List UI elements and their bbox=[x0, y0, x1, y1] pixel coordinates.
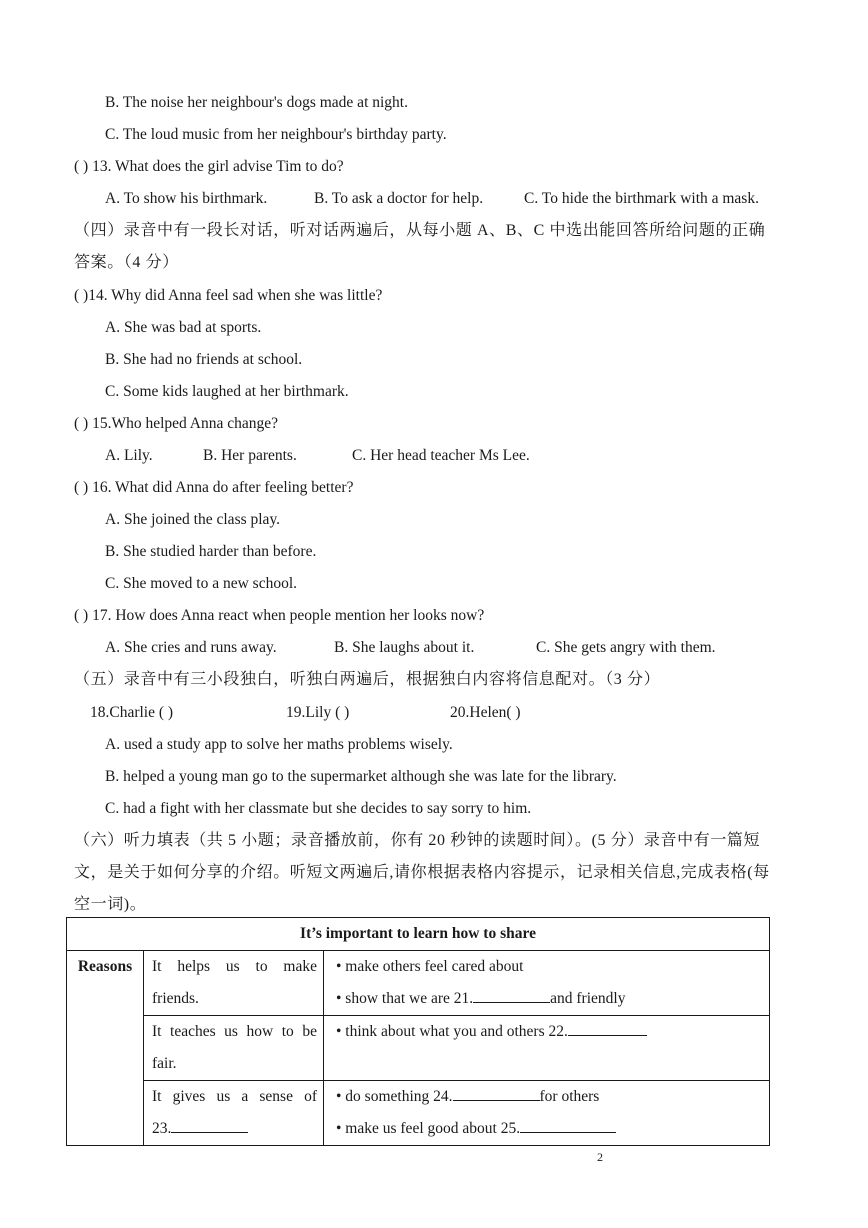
row1-detail2 bbox=[336, 983, 769, 1015]
q14-stem: ( )14. Why did Anna feel sad when she was little? bbox=[74, 287, 383, 304]
row3-detail2-pre: • make us feel good about 25. bbox=[336, 1120, 521, 1137]
row2-detail1 bbox=[336, 1016, 769, 1048]
blank-24[interactable] bbox=[453, 1085, 540, 1101]
section5-option-a: A. used a study app to solve her maths problems wisely. bbox=[105, 736, 453, 753]
row3-detail1 bbox=[336, 1081, 769, 1113]
row1-detail2-post: and friendly bbox=[550, 990, 626, 1007]
sharing-table bbox=[66, 917, 770, 1146]
q14-option-b: B. She had no friends at school. bbox=[105, 351, 303, 368]
row3-detail1-post: for others bbox=[539, 1088, 600, 1105]
reasons-label: Reasons bbox=[77, 958, 133, 975]
row2-reason-line1: It teaches us how to be bbox=[152, 1023, 317, 1040]
blank-21[interactable] bbox=[473, 987, 550, 1003]
section6-instruction-line2: 文，是关于如何分享的介绍。听短文两遍后,请你根据表格内容提示，记录相关信息,完成表格(每 bbox=[74, 864, 770, 881]
row2-detail-cell bbox=[324, 1016, 770, 1081]
row2-reason-cell bbox=[144, 1016, 324, 1081]
blank-23[interactable] bbox=[171, 1117, 248, 1133]
page-number: 2 bbox=[597, 1150, 603, 1164]
row2-detail-empty bbox=[336, 1048, 769, 1080]
row3-detail1-pre: • do something 24. bbox=[336, 1088, 453, 1105]
q16-stem: ( ) 16. What did Anna do after feeling better? bbox=[74, 479, 354, 496]
q17-stem: ( ) 17. How does Anna react when people mention her looks now? bbox=[74, 607, 485, 624]
q14-option-a: A. She was bad at sports. bbox=[105, 319, 262, 336]
q16-option-b: B. She studied harder than before. bbox=[105, 543, 317, 560]
section5-instruction: （五）录音中有三小段独白，听独白两遍后，根据独白内容将信息配对。（3 分） bbox=[74, 671, 661, 688]
q15-stem: ( ) 15.Who helped Anna change? bbox=[74, 415, 279, 432]
q17-option-a: A. She cries and runs away. bbox=[105, 639, 277, 656]
q12-option-c: C. The loud music from her neighbour's birthday party. bbox=[105, 126, 447, 143]
q15-option-c: C. Her head teacher Ms Lee. bbox=[352, 447, 530, 464]
match-18-charlie: 18.Charlie ( ) bbox=[90, 704, 174, 721]
row1-reason-cell bbox=[144, 951, 324, 1016]
row3-reason-line2-pre: 23. bbox=[152, 1120, 172, 1137]
reasons-label-cell bbox=[67, 951, 144, 1146]
q13-option-c: C. To hide the birthmark with a mask. bbox=[524, 190, 759, 207]
section4-instruction-line1: （四）录音中有一段长对话，听对话两遍后，从每小题 A、B、C 中选出能回答所给问题的正确 bbox=[74, 222, 766, 239]
q13-option-b: B. To ask a doctor for help. bbox=[314, 190, 484, 207]
section6-instruction-line1: （六）听力填表（共 5 小题；录音播放前，你有 20 秒钟的读题时间）。(5 分）录音中有一篇短 bbox=[74, 832, 761, 849]
q16-option-a: A. She joined the class play. bbox=[105, 511, 281, 528]
row1-reason-line1: It helps us to make bbox=[152, 958, 317, 975]
blank-25[interactable] bbox=[520, 1117, 616, 1133]
section6-instruction-line3: 空一词)。 bbox=[74, 896, 147, 913]
row2-detail1-pre: • think about what you and others 22. bbox=[336, 1023, 568, 1040]
row1-detail2-pre: • show that we are 21. bbox=[336, 990, 474, 1007]
q14-option-c: C. Some kids laughed at her birthmark. bbox=[105, 383, 349, 400]
table-title: It’s important to learn how to share bbox=[67, 918, 770, 951]
q16-option-c: C. She moved to a new school. bbox=[105, 575, 298, 592]
q13-stem: ( ) 13. What does the girl advise Tim to do? bbox=[74, 158, 344, 175]
row3-reason-cell bbox=[144, 1081, 324, 1146]
row1-detail-cell bbox=[324, 951, 770, 1016]
q12-option-b: B. The noise her neighbour's dogs made at night. bbox=[105, 94, 408, 111]
row3-detail2 bbox=[336, 1113, 769, 1145]
section5-option-c: C. had a fight with her classmate but she decides to say sorry to him. bbox=[105, 800, 532, 817]
q13-option-a: A. To show his birthmark. bbox=[105, 190, 268, 207]
blank-22[interactable] bbox=[568, 1020, 647, 1036]
q17-option-b: B. She laughs about it. bbox=[334, 639, 475, 656]
q15-option-b: B. Her parents. bbox=[203, 447, 297, 464]
section5-option-b: B. helped a young man go to the supermarket although she was late for the library. bbox=[105, 768, 617, 785]
row1-detail1: • make others feel cared about bbox=[336, 958, 524, 975]
section4-instruction-line2: 答案。（4 分） bbox=[74, 254, 179, 271]
q15-option-a: A. Lily. bbox=[105, 447, 153, 464]
row3-reason-line1: It gives us a sense of bbox=[152, 1088, 317, 1105]
row2-reason-line2: fair. bbox=[152, 1055, 177, 1072]
row3-reason-line2 bbox=[152, 1113, 317, 1145]
row1-reason-line2: friends. bbox=[152, 990, 199, 1007]
q17-option-c: C. She gets angry with them. bbox=[536, 639, 716, 656]
match-20-helen: 20.Helen( ) bbox=[450, 704, 521, 721]
row3-detail-cell bbox=[324, 1081, 770, 1146]
match-19-lily: 19.Lily ( ) bbox=[286, 704, 350, 721]
